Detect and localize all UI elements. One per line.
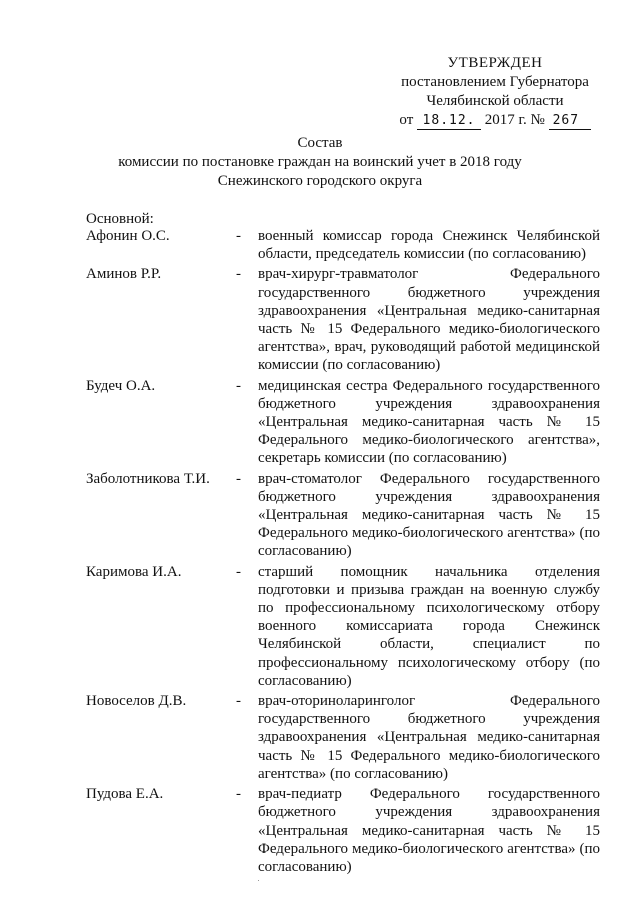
handwritten-number: 267 xyxy=(549,113,591,130)
member-entry xyxy=(86,563,600,690)
member-description: старший помощник начальника отделения подготовки и призыва граждан на военную службу по профессиональному психологическому отбору военного комиссариата города Снежинск Челябинской области, специалист по профессиональному психологическому отбору (по согласованию) xyxy=(258,563,600,689)
title-line-3: Снежинского городского округа xyxy=(217,173,423,189)
handwritten-date: 18.12. xyxy=(417,113,481,130)
member-name: Афонин О.С. xyxy=(86,228,170,244)
member-dash: - xyxy=(236,563,241,580)
member-entry xyxy=(86,470,600,561)
member-name: Каримова И.А. xyxy=(86,563,182,580)
member-entry xyxy=(86,227,600,263)
members-list xyxy=(86,227,600,878)
member-entry xyxy=(86,377,600,468)
member-dash: - xyxy=(236,377,241,394)
member-dash: - xyxy=(236,228,241,244)
document-title xyxy=(60,134,580,191)
section-label: Основной: xyxy=(86,211,154,227)
member-name: Будеч О.А. xyxy=(86,377,156,394)
member-dash: - xyxy=(236,266,241,283)
member-entry xyxy=(86,692,600,783)
member-name: Заболотникова Т.И. xyxy=(86,470,210,487)
member-dash: - xyxy=(236,786,241,803)
member-description: врач-оториноларинголог Федерального государственного бюджетного учреждения здравоохранения «Центральная медико-санитарная часть № 15 Федерального медико-биологического агентства» (по согласованию) xyxy=(258,693,600,782)
title-line-2: комиссии по постановке граждан на воинский учет в 2018 году xyxy=(118,154,522,170)
member-entry xyxy=(86,265,600,374)
approval-stamp xyxy=(380,54,610,130)
date-prefix: от xyxy=(399,112,414,128)
member-dash: - xyxy=(236,470,241,487)
approval-date-line xyxy=(380,111,610,130)
approval-line-1: постановлением Губернатора xyxy=(401,74,589,90)
member-name: Пудова Е.А. xyxy=(86,786,164,803)
approval-line-2: Челябинской области xyxy=(426,93,564,109)
scan-speck xyxy=(258,880,259,881)
member-description: врач-стоматолог Федерального государственного бюджетного учреждения здравоохранения «Центральная медико-санитарная часть № 15 Федерального медико-биологического агентства» (по согласованию) xyxy=(258,470,600,560)
member-description: врач-педиатр Федерального государственного бюджетного учреждения здравоохранения «Центральная медико-санитарная часть № 15 Федерального медико-биологического агентства» (по согласованию) xyxy=(258,786,600,875)
member-name: Аминов Р.Р. xyxy=(86,266,162,283)
member-description: военный комиссар города Снежинск Челябинской области, председатель комиссии (по согласованию) xyxy=(258,228,600,263)
member-description: врач-хирург-травматолог Федерального государственного бюджетного учреждения здравоохранения «Центральная медико-санитарная часть № 15 Федерального медико-биологического агентства», врач, руководящий работой медицинской комиссии (по согласованию) xyxy=(258,266,600,374)
title-line-1: Состав xyxy=(297,135,343,151)
member-dash: - xyxy=(236,693,241,710)
year-text: 2017 г. № xyxy=(484,112,545,128)
member-name: Новоселов Д.В. xyxy=(86,693,187,710)
member-entry xyxy=(86,785,600,876)
approval-heading: УТВЕРЖДЕН xyxy=(447,55,543,71)
member-description: медицинская сестра Федерального государственного бюджетного учреждения здравоохранения «Центральная медико-санитарная часть № 15 Федерального медико-биологического агентства», секретарь комиссии (по согласованию) xyxy=(258,377,600,467)
